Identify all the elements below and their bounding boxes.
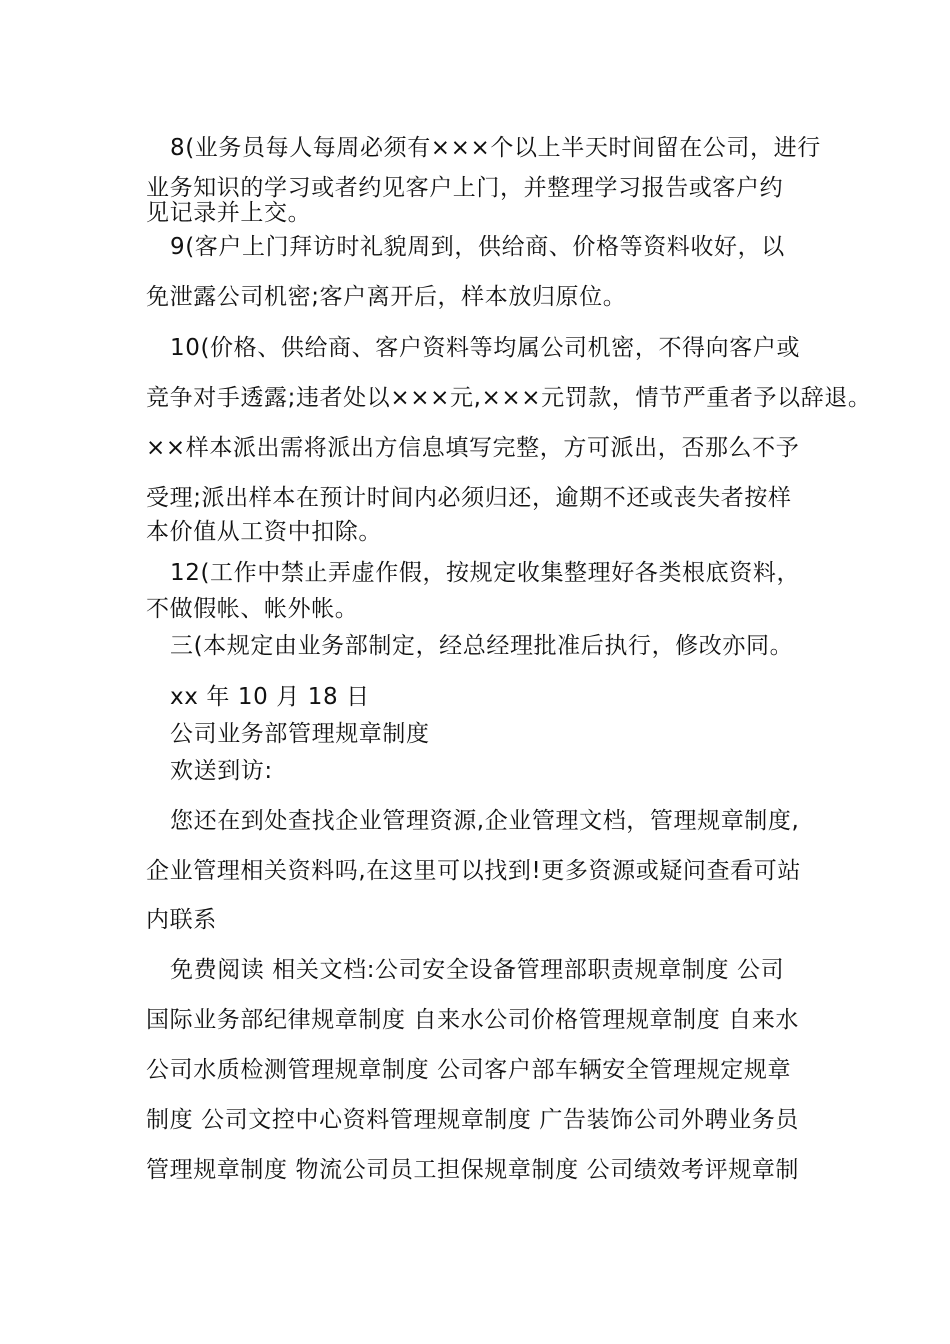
related-docs-line: 国际业务部纪律规章制度 自来水公司价格管理规章制度 自来水 <box>146 1007 800 1033</box>
text-line: ××样本派出需将派出方信息填写完整，方可派出，否那么不予 <box>146 435 800 461</box>
text-line: 竞争对手透露;违者处以×××元,×××元罚款，情节严重者予以辞退。 <box>146 385 872 411</box>
date-line: xx 年 10 月 18 日 <box>170 684 370 710</box>
text-line: 您还在到处查找企业管理资源,企业管理文档，管理规章制度, <box>170 808 800 834</box>
text-line: 欢送到访: <box>170 758 273 784</box>
text-line: 见记录并上交。 <box>146 200 312 226</box>
text-line: 业务知识的学习或者约见客户上门，并整理学习报告或客户约 <box>146 175 784 201</box>
text-line: 9(客户上门拜访时礼貌周到，供给商、价格等资料收好，以 <box>170 234 785 260</box>
document-title: 公司业务部管理规章制度 <box>170 721 430 747</box>
text-line: 三(本规定由业务部制定，经总经理批准后执行，修改亦同。 <box>170 633 794 659</box>
related-docs-line: 管理规章制度 物流公司员工担保规章制度 公司绩效考评规章制 <box>146 1157 800 1183</box>
related-docs-line: 免费阅读 相关文档:公司安全设备管理部职责规章制度 公司 <box>170 957 785 983</box>
text-line: 本价值从工资中扣除。 <box>146 519 382 545</box>
related-docs-line: 制度 公司文控中心资料管理规章制度 广告装饰公司外聘业务员 <box>146 1107 800 1133</box>
text-line: 8(业务员每人每周必须有×××个以上半天时间留在公司，进行 <box>170 135 821 161</box>
text-line: 免泄露公司机密;客户离开后，样本放归原位。 <box>146 284 627 310</box>
text-line: 12(工作中禁止弄虚作假，按规定收集整理好各类根底资料， <box>170 560 801 586</box>
text-line: 内联系 <box>146 907 217 933</box>
text-line: 不做假帐、帐外帐。 <box>146 596 359 622</box>
text-line: 受理;派出样本在预计时间内必须归还，逾期不还或丧失者按样 <box>146 485 792 511</box>
related-docs-line: 公司水质检测管理规章制度 公司客户部车辆安全管理规定规章 <box>146 1057 792 1083</box>
text-line: 企业管理相关资料吗,在这里可以找到!更多资源或疑问查看可站 <box>146 858 801 884</box>
text-line: 10(价格、供给商、客户资料等均属公司机密，不得向客户或 <box>170 335 801 361</box>
